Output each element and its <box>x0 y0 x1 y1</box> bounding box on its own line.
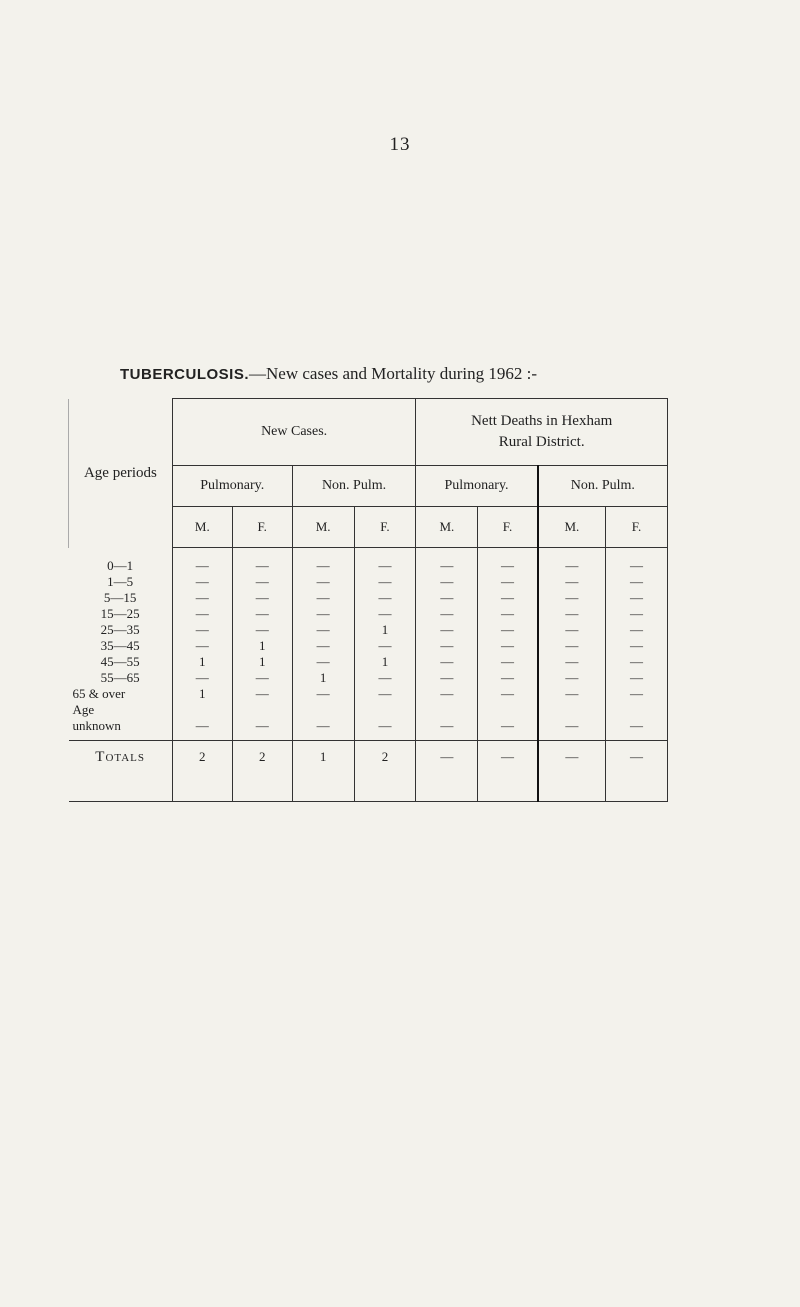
row-age-line1: Age <box>72 702 95 717</box>
cell: — <box>232 574 292 590</box>
cell: — <box>478 548 538 575</box>
table-row <box>69 590 668 606</box>
tuberculosis-table <box>68 398 668 802</box>
row-age: 65 & over <box>69 686 173 702</box>
cell: — <box>292 590 354 606</box>
cell: — <box>354 606 416 622</box>
cell: — <box>292 622 354 638</box>
cell: — <box>538 654 606 670</box>
table-row <box>69 548 668 575</box>
header-m: M. <box>292 507 354 548</box>
row-age: 35—45 <box>69 638 173 654</box>
row-age: 45—55 <box>69 654 173 670</box>
row-age-line2: unknown <box>72 718 121 733</box>
cell: — <box>538 574 606 590</box>
cell: — <box>416 638 478 654</box>
cell: — <box>172 638 232 654</box>
cell: — <box>538 638 606 654</box>
cell: 1 <box>172 654 232 670</box>
header-new-non-pulm: Non. Pulm. <box>292 466 416 507</box>
cell: — <box>416 670 478 686</box>
cell: — <box>606 670 668 686</box>
cell: — <box>172 622 232 638</box>
total-cell: 1 <box>292 741 354 802</box>
table-row <box>69 702 668 741</box>
row-age: 5—15 <box>69 590 173 606</box>
totals-row <box>69 741 668 802</box>
cell: — <box>292 574 354 590</box>
header-m: M. <box>172 507 232 548</box>
total-cell: — <box>416 741 478 802</box>
title-bold: TUBERCULOSIS. <box>120 366 250 383</box>
cell: — <box>478 590 538 606</box>
cell: — <box>172 574 232 590</box>
cell: — <box>478 606 538 622</box>
table-row <box>69 686 668 702</box>
header-new-cases: New Cases. <box>172 399 416 466</box>
header-nett-deaths-line2: Rural District. <box>498 434 585 450</box>
cell: — <box>538 686 606 702</box>
cell: — <box>354 702 416 741</box>
cell: — <box>606 622 668 638</box>
cell: — <box>354 574 416 590</box>
cell: — <box>232 702 292 741</box>
cell: — <box>232 622 292 638</box>
row-age: 1—5 <box>69 574 173 590</box>
totals-label: Totals <box>69 741 173 802</box>
cell: — <box>538 590 606 606</box>
row-age: 25—35 <box>69 622 173 638</box>
cell: — <box>232 670 292 686</box>
cell: — <box>416 590 478 606</box>
table-row <box>69 606 668 622</box>
table-row <box>69 670 668 686</box>
header-nett-deaths <box>416 399 668 466</box>
cell: 1 <box>232 654 292 670</box>
header-deaths-non-pulm: Non. Pulm. <box>538 466 668 507</box>
cell: — <box>416 548 478 575</box>
total-cell: 2 <box>354 741 416 802</box>
total-cell: — <box>478 741 538 802</box>
table-title <box>120 364 537 384</box>
cell: — <box>416 654 478 670</box>
row-age: 55—65 <box>69 670 173 686</box>
cell: — <box>478 638 538 654</box>
table-row <box>69 654 668 670</box>
table-row <box>69 638 668 654</box>
cell: — <box>606 590 668 606</box>
cell: — <box>292 548 354 575</box>
table-row <box>69 622 668 638</box>
cell: — <box>478 670 538 686</box>
cell: — <box>606 638 668 654</box>
cell: 1 <box>292 670 354 686</box>
cell: — <box>606 686 668 702</box>
cell: — <box>354 548 416 575</box>
total-cell: — <box>606 741 668 802</box>
cell: — <box>416 574 478 590</box>
total-cell: 2 <box>172 741 232 802</box>
row-age: 15—25 <box>69 606 173 622</box>
header-f: F. <box>354 507 416 548</box>
cell: — <box>292 606 354 622</box>
cell: — <box>292 702 354 741</box>
cell: — <box>354 638 416 654</box>
cell: — <box>478 654 538 670</box>
cell: — <box>478 622 538 638</box>
header-f: F. <box>232 507 292 548</box>
cell: — <box>478 702 538 741</box>
cell: — <box>606 574 668 590</box>
cell: — <box>354 670 416 686</box>
table-row <box>69 574 668 590</box>
total-cell: 2 <box>232 741 292 802</box>
row-age: 0—1 <box>69 548 173 575</box>
cell: 1 <box>354 622 416 638</box>
cell: — <box>172 670 232 686</box>
header-f: F. <box>606 507 668 548</box>
cell: — <box>478 686 538 702</box>
cell: — <box>538 702 606 741</box>
cell: — <box>606 548 668 575</box>
cell: — <box>172 606 232 622</box>
cell: — <box>172 702 232 741</box>
header-f: F. <box>478 507 538 548</box>
cell: — <box>172 548 232 575</box>
cell: — <box>538 622 606 638</box>
cell: — <box>416 606 478 622</box>
cell: — <box>606 606 668 622</box>
cell: — <box>416 702 478 741</box>
cell: — <box>538 548 606 575</box>
cell: — <box>232 590 292 606</box>
cell: — <box>538 670 606 686</box>
cell: 1 <box>354 654 416 670</box>
header-age-periods: Age periods <box>69 399 173 548</box>
cell: — <box>232 606 292 622</box>
cell: — <box>292 638 354 654</box>
cell: — <box>416 686 478 702</box>
cell: — <box>606 654 668 670</box>
header-deaths-pulmonary: Pulmonary. <box>416 466 538 507</box>
cell: — <box>172 590 232 606</box>
cell: — <box>416 622 478 638</box>
cell: — <box>292 654 354 670</box>
cell: — <box>354 686 416 702</box>
cell: — <box>232 548 292 575</box>
cell: 1 <box>232 638 292 654</box>
cell: — <box>478 574 538 590</box>
header-m: M. <box>538 507 606 548</box>
cell: — <box>606 702 668 741</box>
page-number: 13 <box>389 134 411 155</box>
cell: — <box>292 686 354 702</box>
row-age <box>69 702 173 741</box>
cell: — <box>354 590 416 606</box>
cell: — <box>232 686 292 702</box>
header-nett-deaths-line1: Nett Deaths in Hexham <box>471 413 613 429</box>
header-m: M. <box>416 507 478 548</box>
cell: — <box>538 606 606 622</box>
total-cell: — <box>538 741 606 802</box>
title-rest: —New cases and Mortality during 1962 :- <box>249 364 538 383</box>
header-new-pulmonary: Pulmonary. <box>172 466 292 507</box>
cell: 1 <box>172 686 232 702</box>
